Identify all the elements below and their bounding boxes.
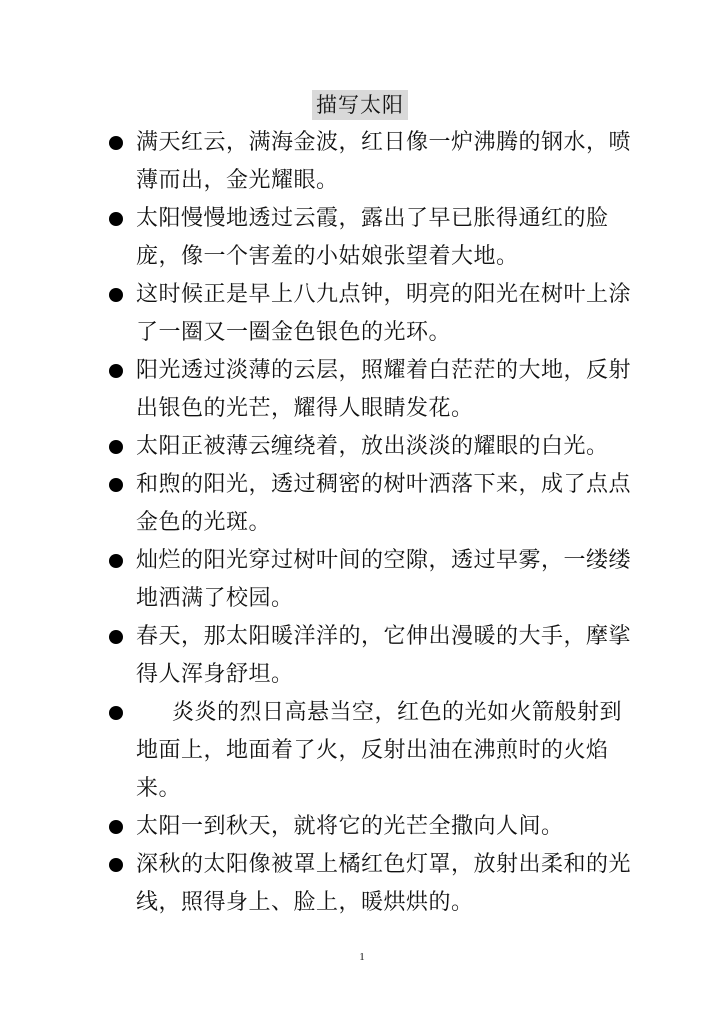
list-item [0,618,724,694]
list-item-text: 太阳正被薄云缠绕着，放出淡淡的耀眼的白光。 [136,434,609,459]
list-item [0,352,724,428]
bullet-icon [109,478,123,492]
bullet-icon [109,212,123,226]
bullet-icon [109,630,123,644]
list-item [0,808,724,846]
list-item [0,124,724,200]
sentence-list [0,124,724,922]
list-item [0,542,724,618]
bullet-icon [109,858,123,872]
list-item [0,276,724,352]
bullet-icon [109,554,123,568]
list-item-text: 满天红云，满海金波，红日像一炉沸腾的钢水，喷薄而出，金光耀眼。 [136,130,632,193]
list-item-text: 这时候正是早上八九点钟，明亮的阳光在树叶上涂了一圈又一圈金色银色的光环。 [136,282,632,345]
list-item [0,200,724,276]
list-item-text: 太阳一到秋天，就将它的光芒全撒向人间。 [136,814,564,839]
list-item [0,846,724,922]
list-item-text: 灿烂的阳光穿过树叶间的空隙，透过早雾，一缕缕地洒满了校园。 [136,548,632,611]
list-item-text: 太阳慢慢地透过云霞，露出了早已胀得通红的脸庞，像一个害羞的小姑娘张望着大地。 [136,206,609,269]
list-item-text: 炎炎的烈日高悬当空，红色的光如火箭般射到地面上，地面着了火，反射出油在沸煎时的火焰来。 [136,700,623,801]
list-item-text: 深秋的太阳像被罩上橘红色灯罩，放射出柔和的光线，照得身上、脸上，暖烘烘的。 [136,852,632,915]
list-item [0,466,724,542]
bullet-icon [109,440,123,454]
bullet-icon [109,136,123,150]
page-number: 1 [359,951,365,963]
bullet-icon [109,364,123,378]
document-title: 描写太阳 [312,90,408,120]
list-item-text: 和煦的阳光，透过稠密的树叶洒落下来，成了点点金色的光斑。 [136,472,632,535]
list-item [0,428,724,466]
list-item-text: 春天，那太阳暖洋洋的，它伸出漫暖的大手，摩挲得人浑身舒坦。 [136,624,632,687]
list-item-text: 阳光透过淡薄的云层，照耀着白茫茫的大地，反射出银色的光芒，耀得人眼睛发花。 [136,358,632,421]
bullet-icon [109,706,123,720]
bullet-icon [109,820,123,834]
list-item [0,694,724,808]
bullet-icon [109,288,123,302]
